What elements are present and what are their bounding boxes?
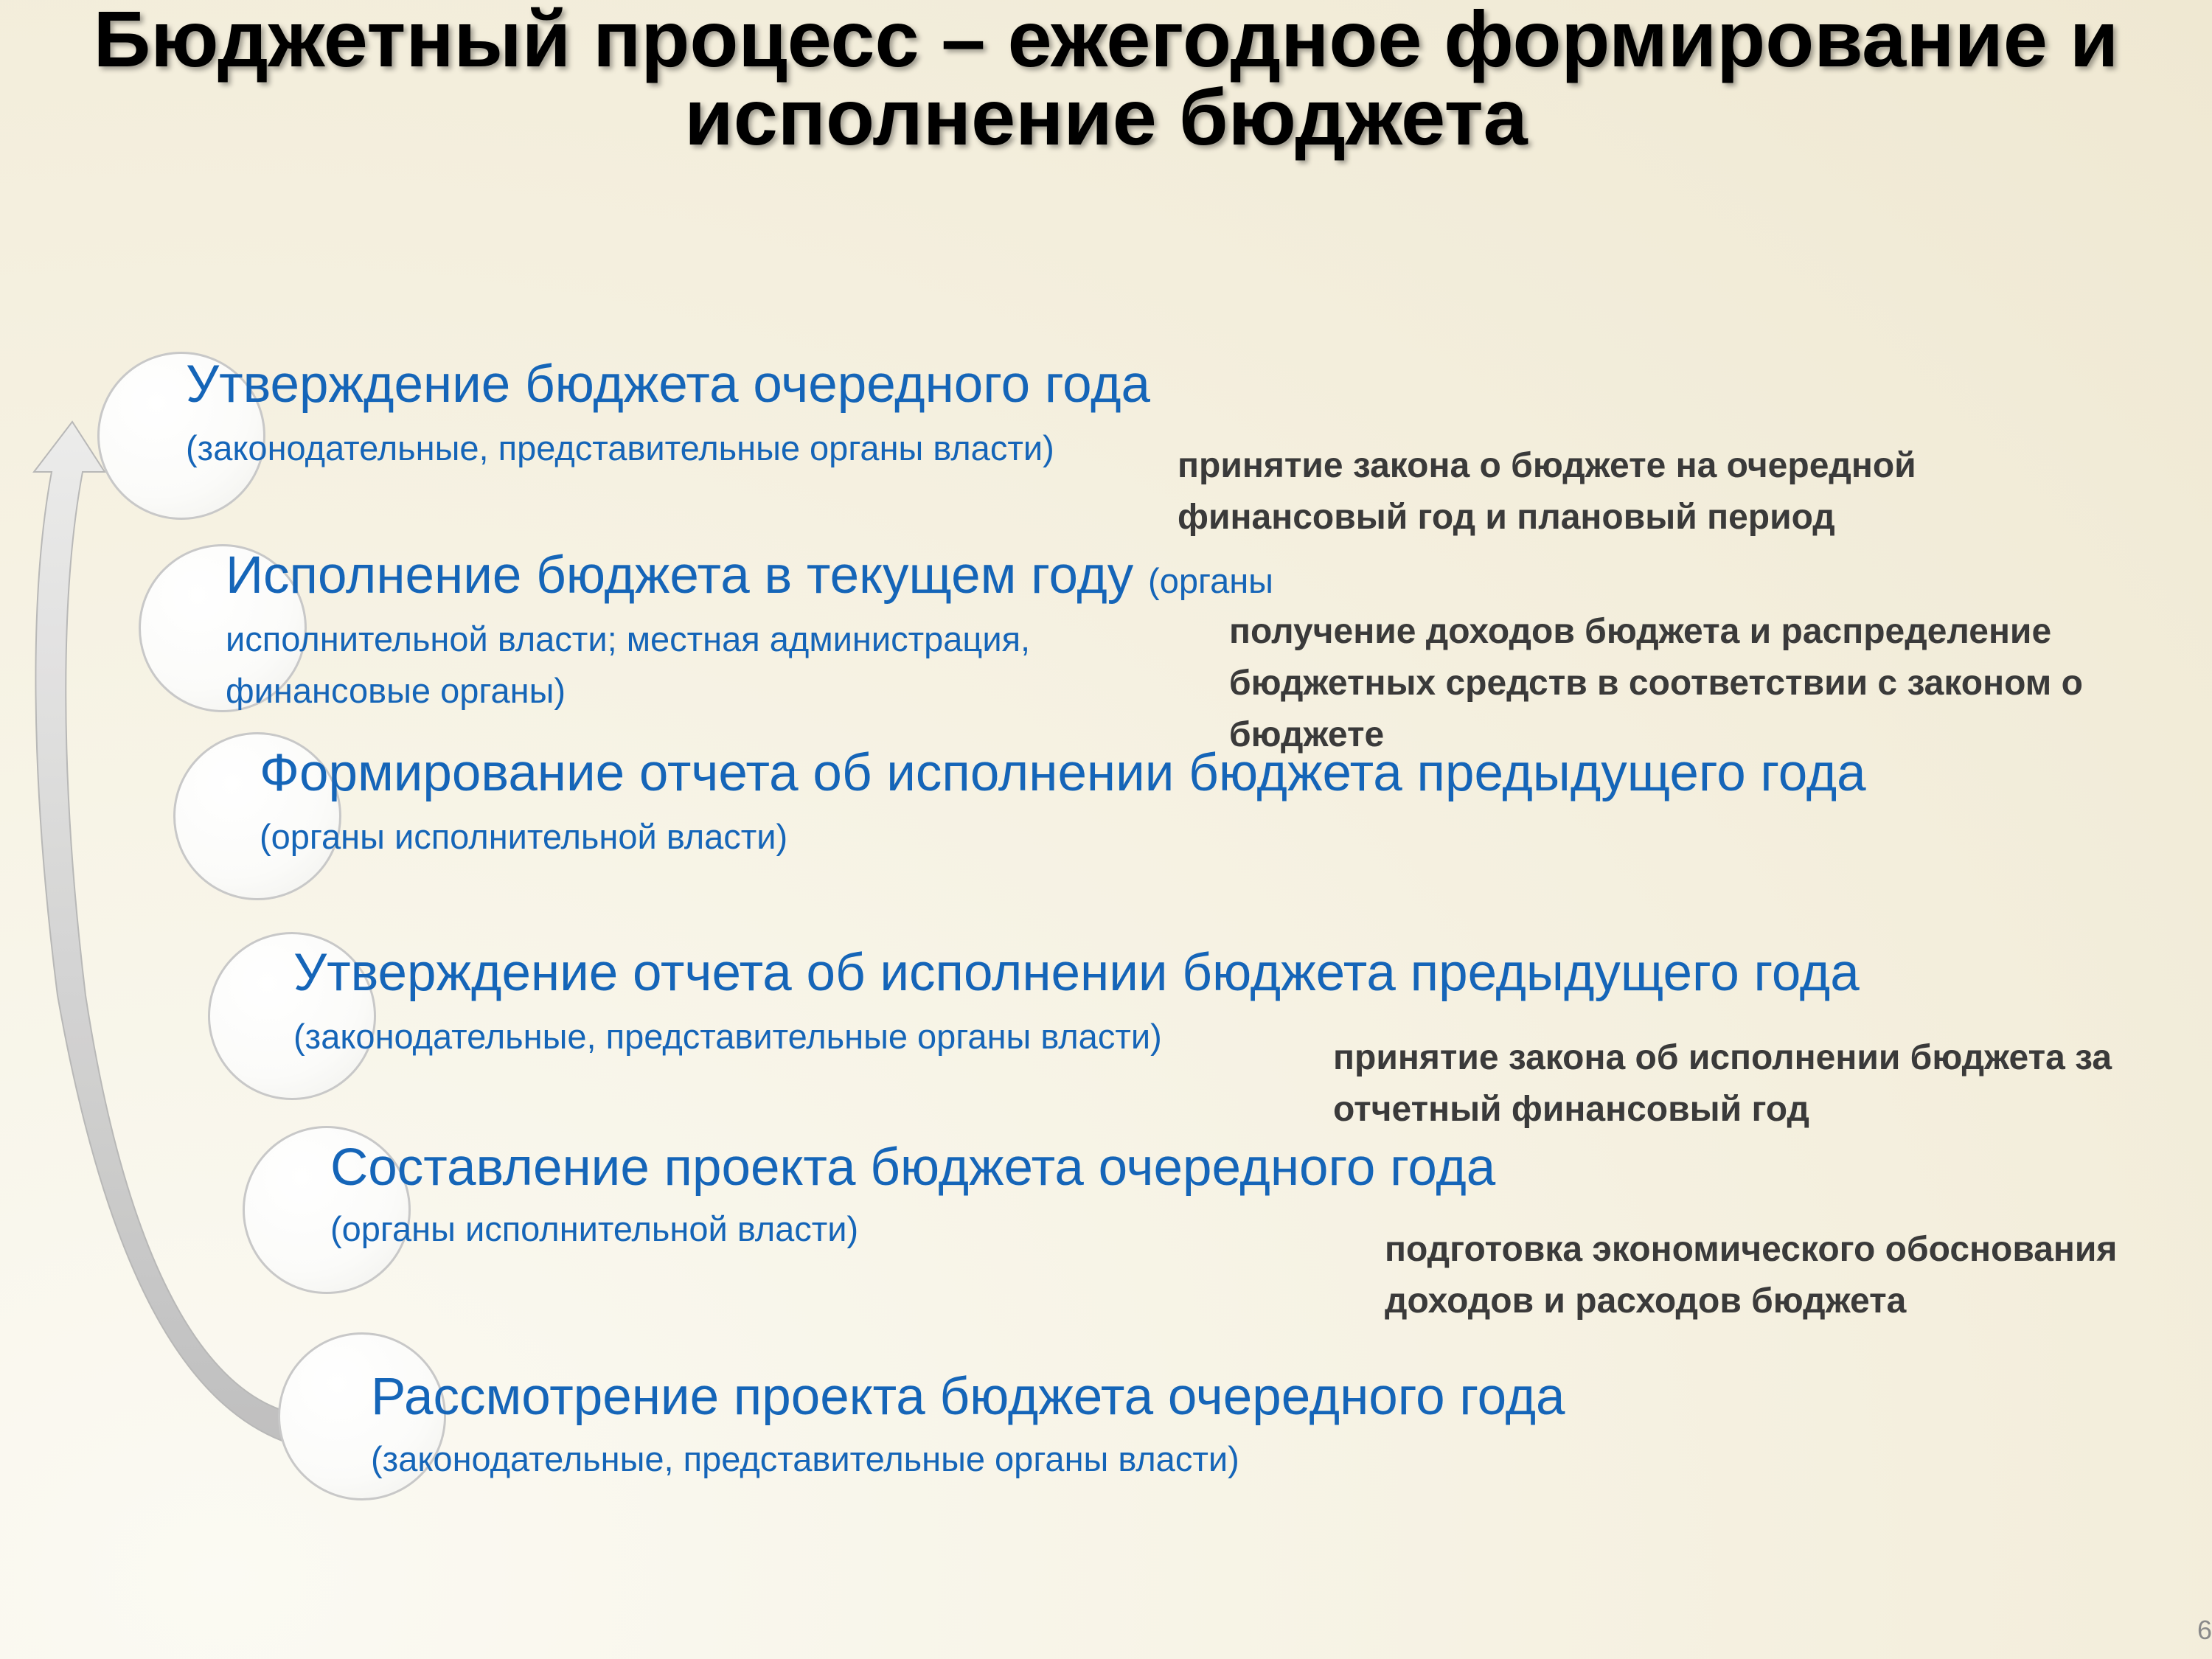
step-4-actor: (законодательные, представительные органы власти) bbox=[293, 1017, 1162, 1056]
title-line-1: Бюджетный процесс – ежегодное формирование и bbox=[93, 0, 2119, 83]
step-4-note: принятие закона об исполнении бюджета за отчетный финансовый год bbox=[1333, 1038, 2112, 1129]
step-6-label: Рассмотрение проекта бюджета очередного года bbox=[371, 1368, 1565, 1426]
step-1-note: принятие закона о бюджете на очередной финансовый год и плановый период bbox=[1178, 446, 1916, 537]
step-4-label: Утверждение отчета об исполнении бюджета предыдущего года bbox=[293, 944, 1860, 1002]
step-1-actor: (законодательные, представительные органы власти) bbox=[186, 428, 1054, 467]
step-2-note: получение доходов бюджета и распределение бюджетных средств в соответствии с законом о бюджете bbox=[1229, 612, 2083, 754]
step-5-note: подготовка экономического обоснования доходов и расходов бюджета bbox=[1385, 1230, 2118, 1321]
step-5-actor: (органы исполнительной власти) bbox=[330, 1209, 859, 1248]
step-2-label-line bbox=[226, 546, 1273, 605]
step-2-label: Исполнение бюджета в текущем году bbox=[226, 546, 1134, 605]
step-3-actor: (органы исполнительной власти) bbox=[260, 817, 788, 856]
step-2-actor-line3: финансовые органы) bbox=[226, 671, 566, 710]
step-2-actor-inline: (органы bbox=[1148, 561, 1273, 600]
title-line-2: исполнение бюджета bbox=[684, 72, 1528, 161]
page-number: 6 bbox=[2197, 1615, 2212, 1645]
step-2-actor-line2: исполнительной власти; местная администрация, bbox=[226, 619, 1031, 658]
step-1-label: Утверждение бюджета очередного года bbox=[186, 355, 1151, 414]
step-5-label: Составление проекта бюджета очередного года bbox=[330, 1138, 1496, 1197]
step-3-label: Формирование отчета об исполнении бюджета предыдущего года bbox=[260, 744, 1866, 802]
step-6-actor: (законодательные, представительные органы власти) bbox=[371, 1439, 1239, 1478]
